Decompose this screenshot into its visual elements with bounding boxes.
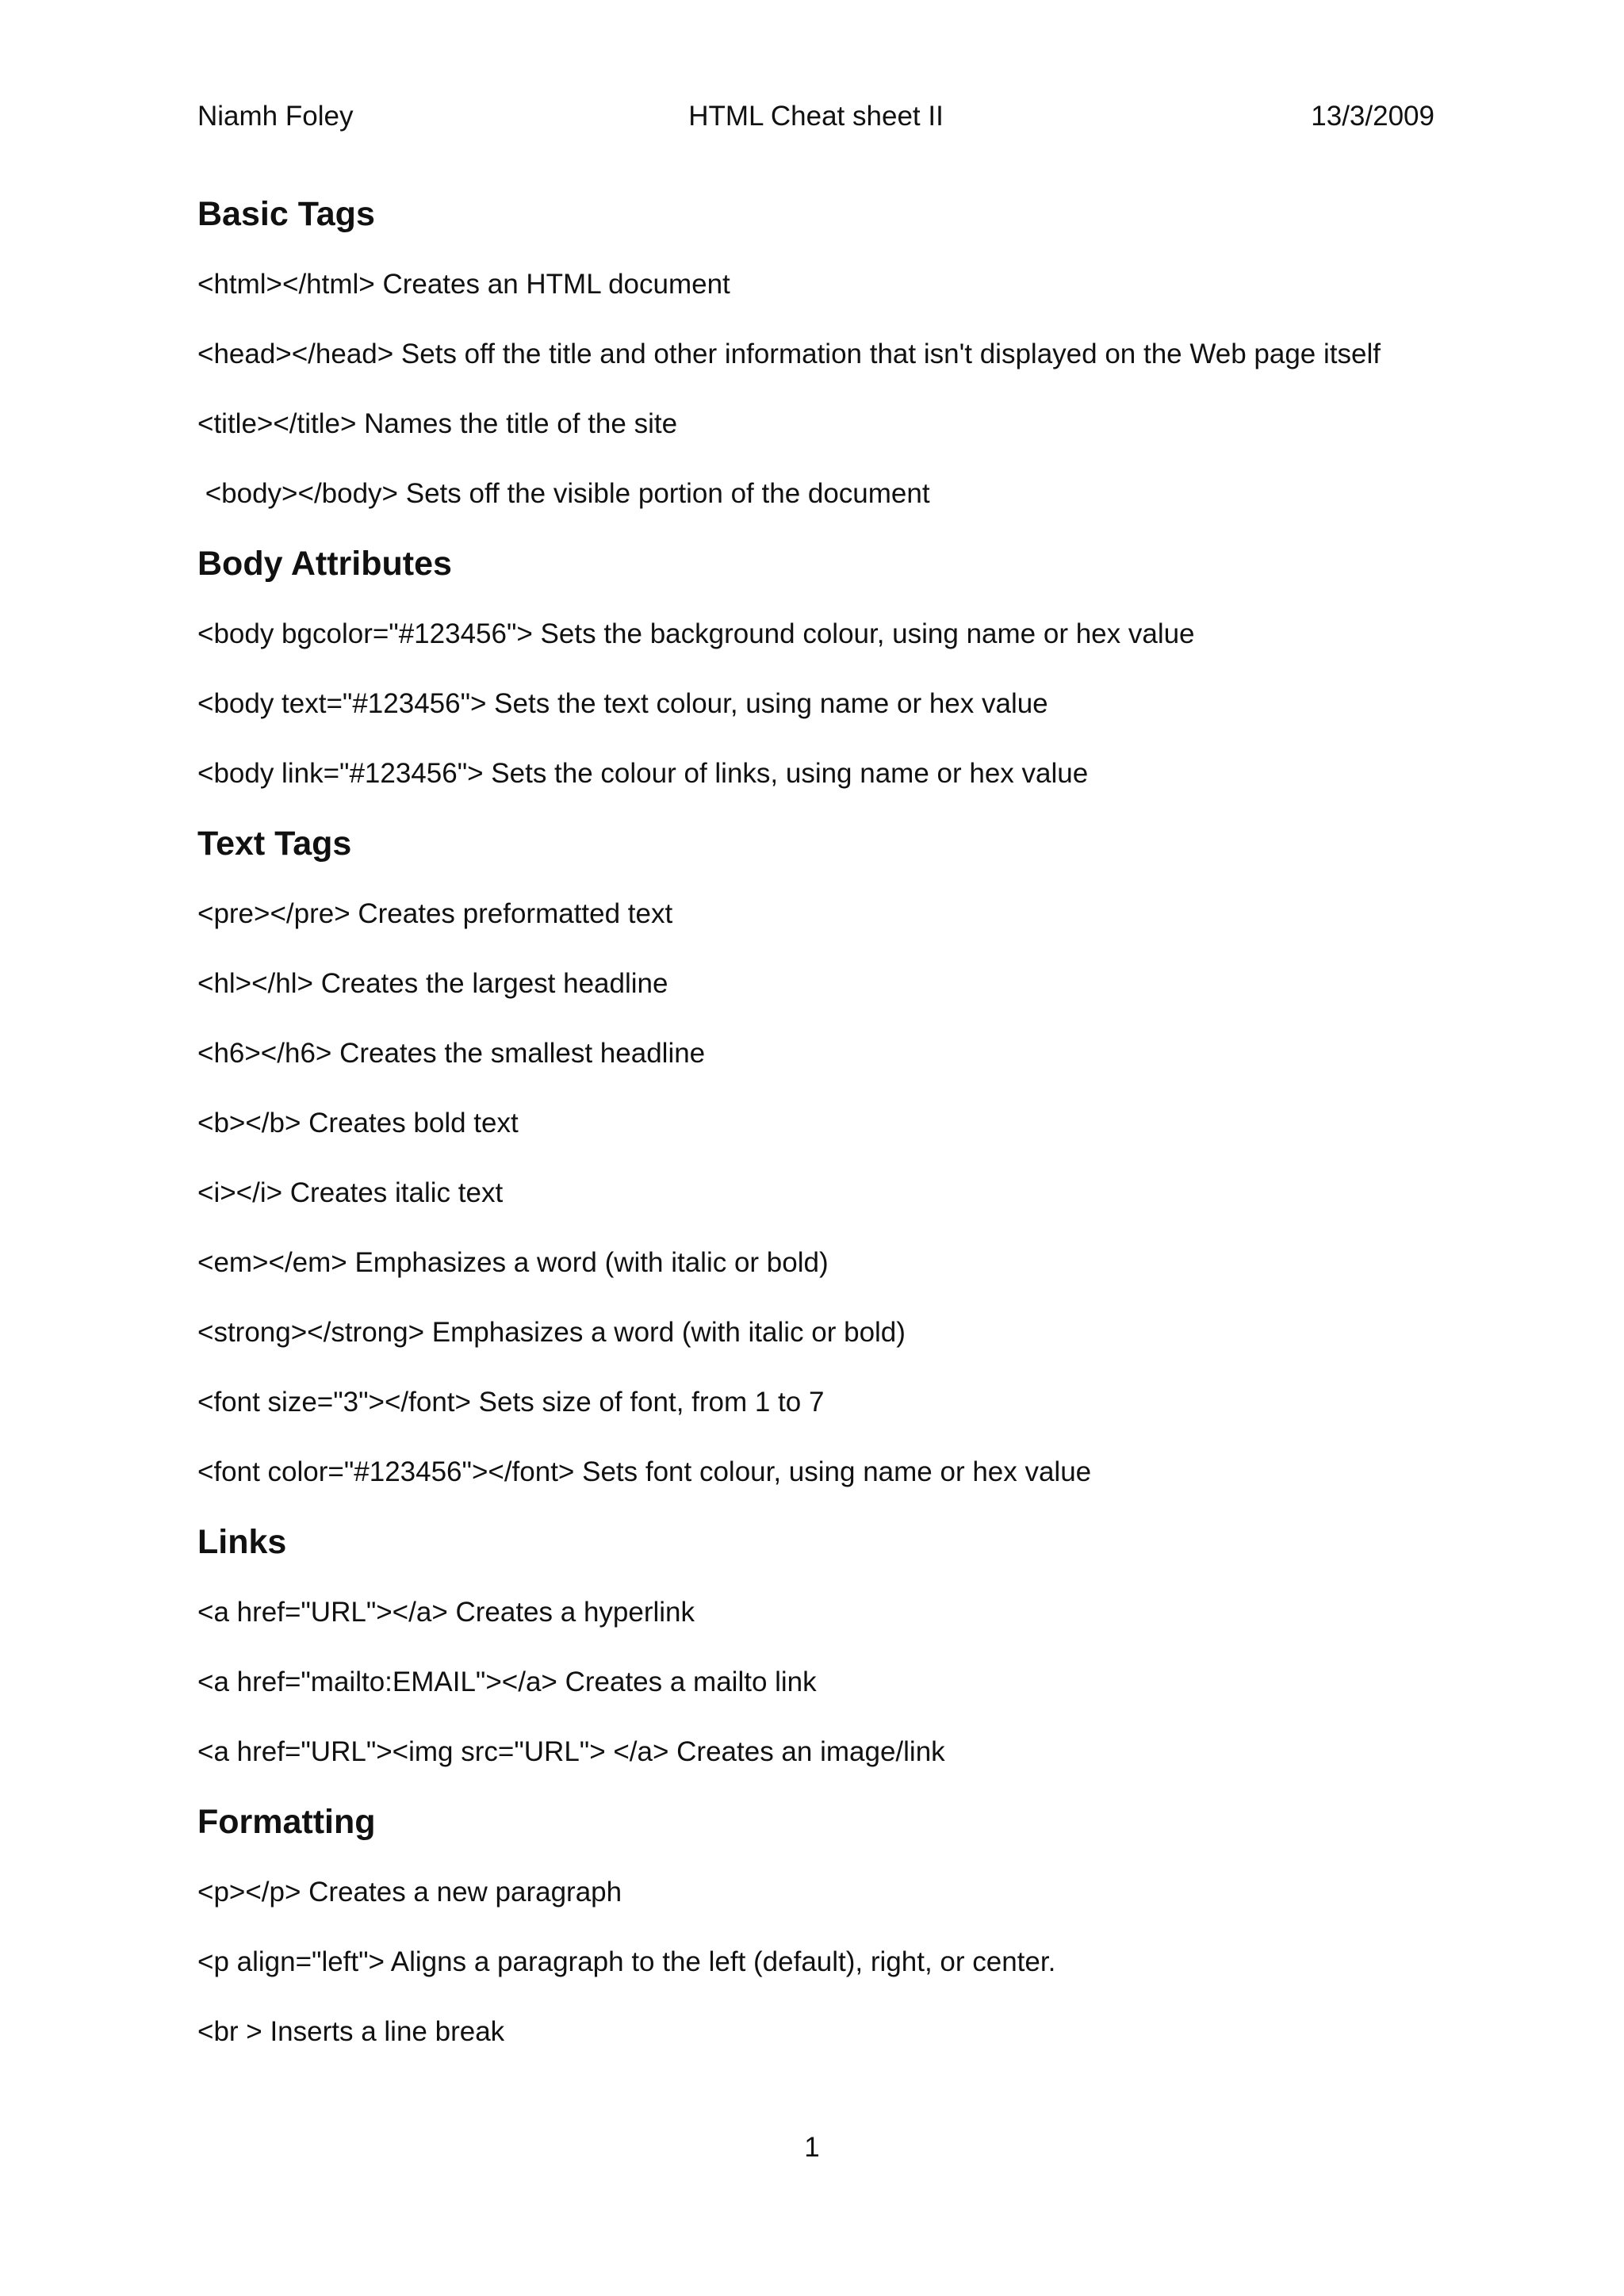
header-author: Niamh Foley [197,101,354,132]
entry-font-size: <font size="3"></font> Sets size of font, from 1 to 7 [197,1387,825,1418]
entry-head: <head></head> Sets off the title and other information that isn't displayed on the Web page itself [197,339,1381,369]
section-links [197,1518,1450,1798]
entry-em: <em></em> Emphasizes a word (with italic or bold) [197,1247,829,1278]
header-title: HTML Cheat sheet II [688,101,944,132]
entry-i: <i></i> Creates italic text [197,1177,504,1208]
entry-b: <b></b> Creates bold text [197,1108,519,1138]
entry-image-link: <a href="URL"><img src="URL"> </a> Creates an image/link [197,1736,945,1767]
entry-line-break: <br > Inserts a line break [197,2016,505,2047]
entry-pre: <pre></pre> Creates preformatted text [197,898,673,929]
entry-h1: <hl></hl> Creates the largest headline [197,968,668,999]
page-footer [0,2128,1624,2168]
section-heading: Basic Tags [197,195,375,233]
entry-body: <body></body> Sets off the visible portion of the document [197,478,930,509]
entry-h6: <h6></h6> Creates the smallest headline [197,1038,706,1069]
header-date: 13/3/2009 [1311,101,1434,132]
entry-html: <html></html> Creates an HTML document [197,269,730,300]
entry-paragraph: <p></p> Creates a new paragraph [197,1877,622,1908]
entry-hyperlink: <a href="URL"></a> Creates a hyperlink [197,1597,695,1628]
entry-strong: <strong></strong> Emphasizes a word (with italic or bold) [197,1317,906,1348]
entry-mailto: <a href="mailto:EMAIL"></a> Creates a mailto link [197,1667,817,1697]
section-body-attributes [197,540,1450,820]
section-heading: Text Tags [197,825,352,863]
section-text-tags [197,820,1450,1518]
page-number: 1 [804,2132,820,2163]
section-heading: Body Attributes [197,545,452,583]
entry-align: <p align="left"> Aligns a paragraph to the left (default), right, or center. [197,1946,1056,1977]
document-body [197,190,1450,2052]
entry-title: <title></title> Names the title of the site [197,408,678,439]
section-basic-tags [197,190,1450,540]
entry-body-bgcolor: <body bgcolor="#123456"> Sets the background colour, using name or hex value [197,618,1195,649]
section-heading: Links [197,1523,287,1561]
entry-body-link: <body link="#123456"> Sets the colour of links, using name or hex value [197,758,1089,789]
section-formatting [197,1798,1450,2052]
page-header [197,97,1434,136]
entry-font-color: <font color="#123456"></font> Sets font colour, using name or hex value [197,1456,1092,1487]
entry-body-text: <body text="#123456"> Sets the text colour, using name or hex value [197,688,1048,719]
section-heading: Formatting [197,1803,376,1841]
